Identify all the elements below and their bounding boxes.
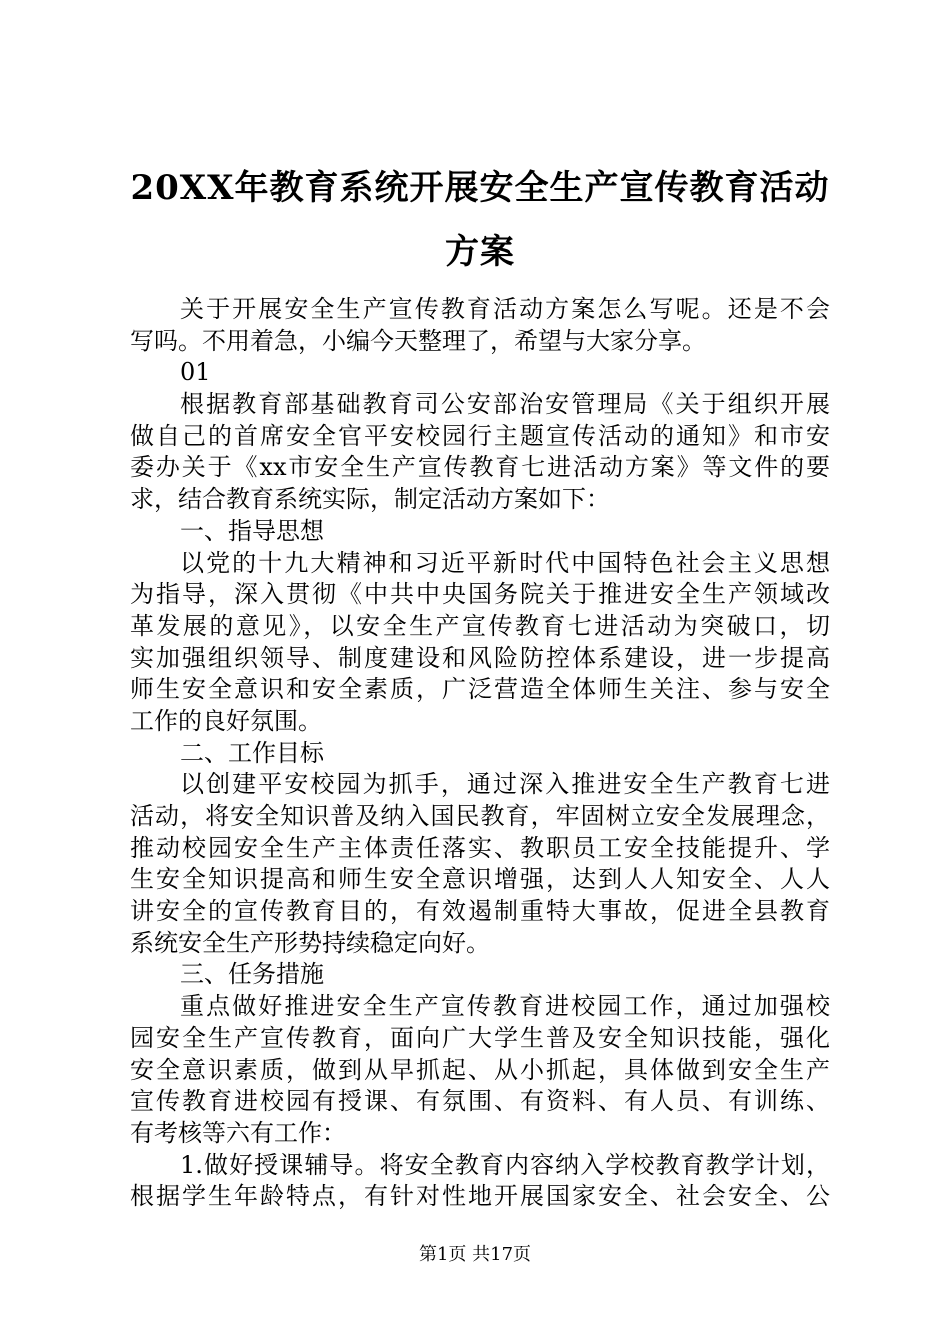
paragraph-line: 师生安全意识和安全素质，广泛营造全体师生关注、参与安全 — [130, 675, 830, 704]
section-heading: 二、工作目标 — [180, 738, 324, 767]
document-title-line-1: 20XX年教育系统开展安全生产宣传教育活动 — [130, 168, 830, 208]
paragraph-line: 革发展的意见》，以安全生产宣传教育七进活动为突破口，切 — [130, 611, 830, 640]
document-body — [130, 294, 830, 1213]
paragraph-line: 安全意识素质，做到从早抓起、从小抓起，具体做到安全生产 — [130, 1055, 830, 1084]
paragraph-line: 以创建平安校园为抓手，通过深入推进安全生产教育七进 — [180, 770, 830, 799]
paragraph-line: 为指导，深入贯彻《中共中央国务院关于推进安全生产领域改 — [130, 580, 830, 609]
section-heading: 一、指导思想 — [180, 516, 324, 545]
paragraph-line: 工作的良好氛围。 — [130, 706, 322, 735]
paragraph-line: 宣传教育进校园有授课、有氛围、有资料、有人员、有训练、 — [130, 1087, 830, 1116]
page-footer: 第1页 共17页 — [418, 1244, 532, 1265]
paragraph-line: 园安全生产宣传教育，面向广大学生普及安全知识技能，强化 — [130, 1023, 830, 1052]
paragraph-line: 有考核等六有工作： — [130, 1118, 346, 1147]
section-heading: 三、任务措施 — [180, 960, 324, 989]
paragraph-line: 根据教育部基础教育司公安部治安管理局《关于组织开展 — [180, 390, 830, 419]
paragraph-line: 以党的十九大精神和习近平新时代中国特色社会主义思想 — [180, 548, 830, 577]
paragraph-line: 委办关于《xx市安全生产宣传教育七进活动方案》等文件的要 — [130, 453, 830, 482]
paragraph-line: 做自己的首席安全官平安校园行主题宣传活动的通知》和市安 — [130, 421, 830, 450]
paragraph-number: 01 — [180, 358, 211, 387]
paragraph-line: 系统安全生产形势持续稳定向好。 — [130, 928, 490, 957]
paragraph-line: 写吗。不用着急，小编今天整理了，希望与大家分享。 — [130, 326, 706, 355]
paragraph-line: 推动校园安全生产主体责任落实、教职员工安全技能提升、学 — [130, 833, 830, 862]
paragraph-line: 根据学生年龄特点，有针对性地开展国家安全、社会安全、公 — [130, 1182, 830, 1211]
paragraph-line: 生安全知识提高和师生安全意识增强，达到人人知安全、人人 — [130, 865, 830, 894]
paragraph-line: 活动，将安全知识普及纳入国民教育，牢固树立安全发展理念， — [130, 802, 830, 830]
paragraph-line: 求，结合教育系统实际，制定活动方案如下： — [130, 485, 610, 514]
paragraph-line: 讲安全的宣传教育目的，有效遏制重特大事故，促进全县教育 — [130, 897, 830, 926]
paragraph-line: 关于开展安全生产宣传教育活动方案怎么写呢。还是不会 — [180, 295, 830, 323]
paragraph-line: 1.做好授课辅导。将安全教育内容纳入学校教育教学计划， — [180, 1150, 830, 1179]
paragraph-line: 重点做好推进安全生产宣传教育进校园工作，通过加强校 — [180, 992, 830, 1021]
document-title-line-2: 方案 — [445, 232, 515, 272]
paragraph-line: 实加强组织领导、制度建设和风险防控体系建设，进一步提高 — [130, 643, 830, 672]
